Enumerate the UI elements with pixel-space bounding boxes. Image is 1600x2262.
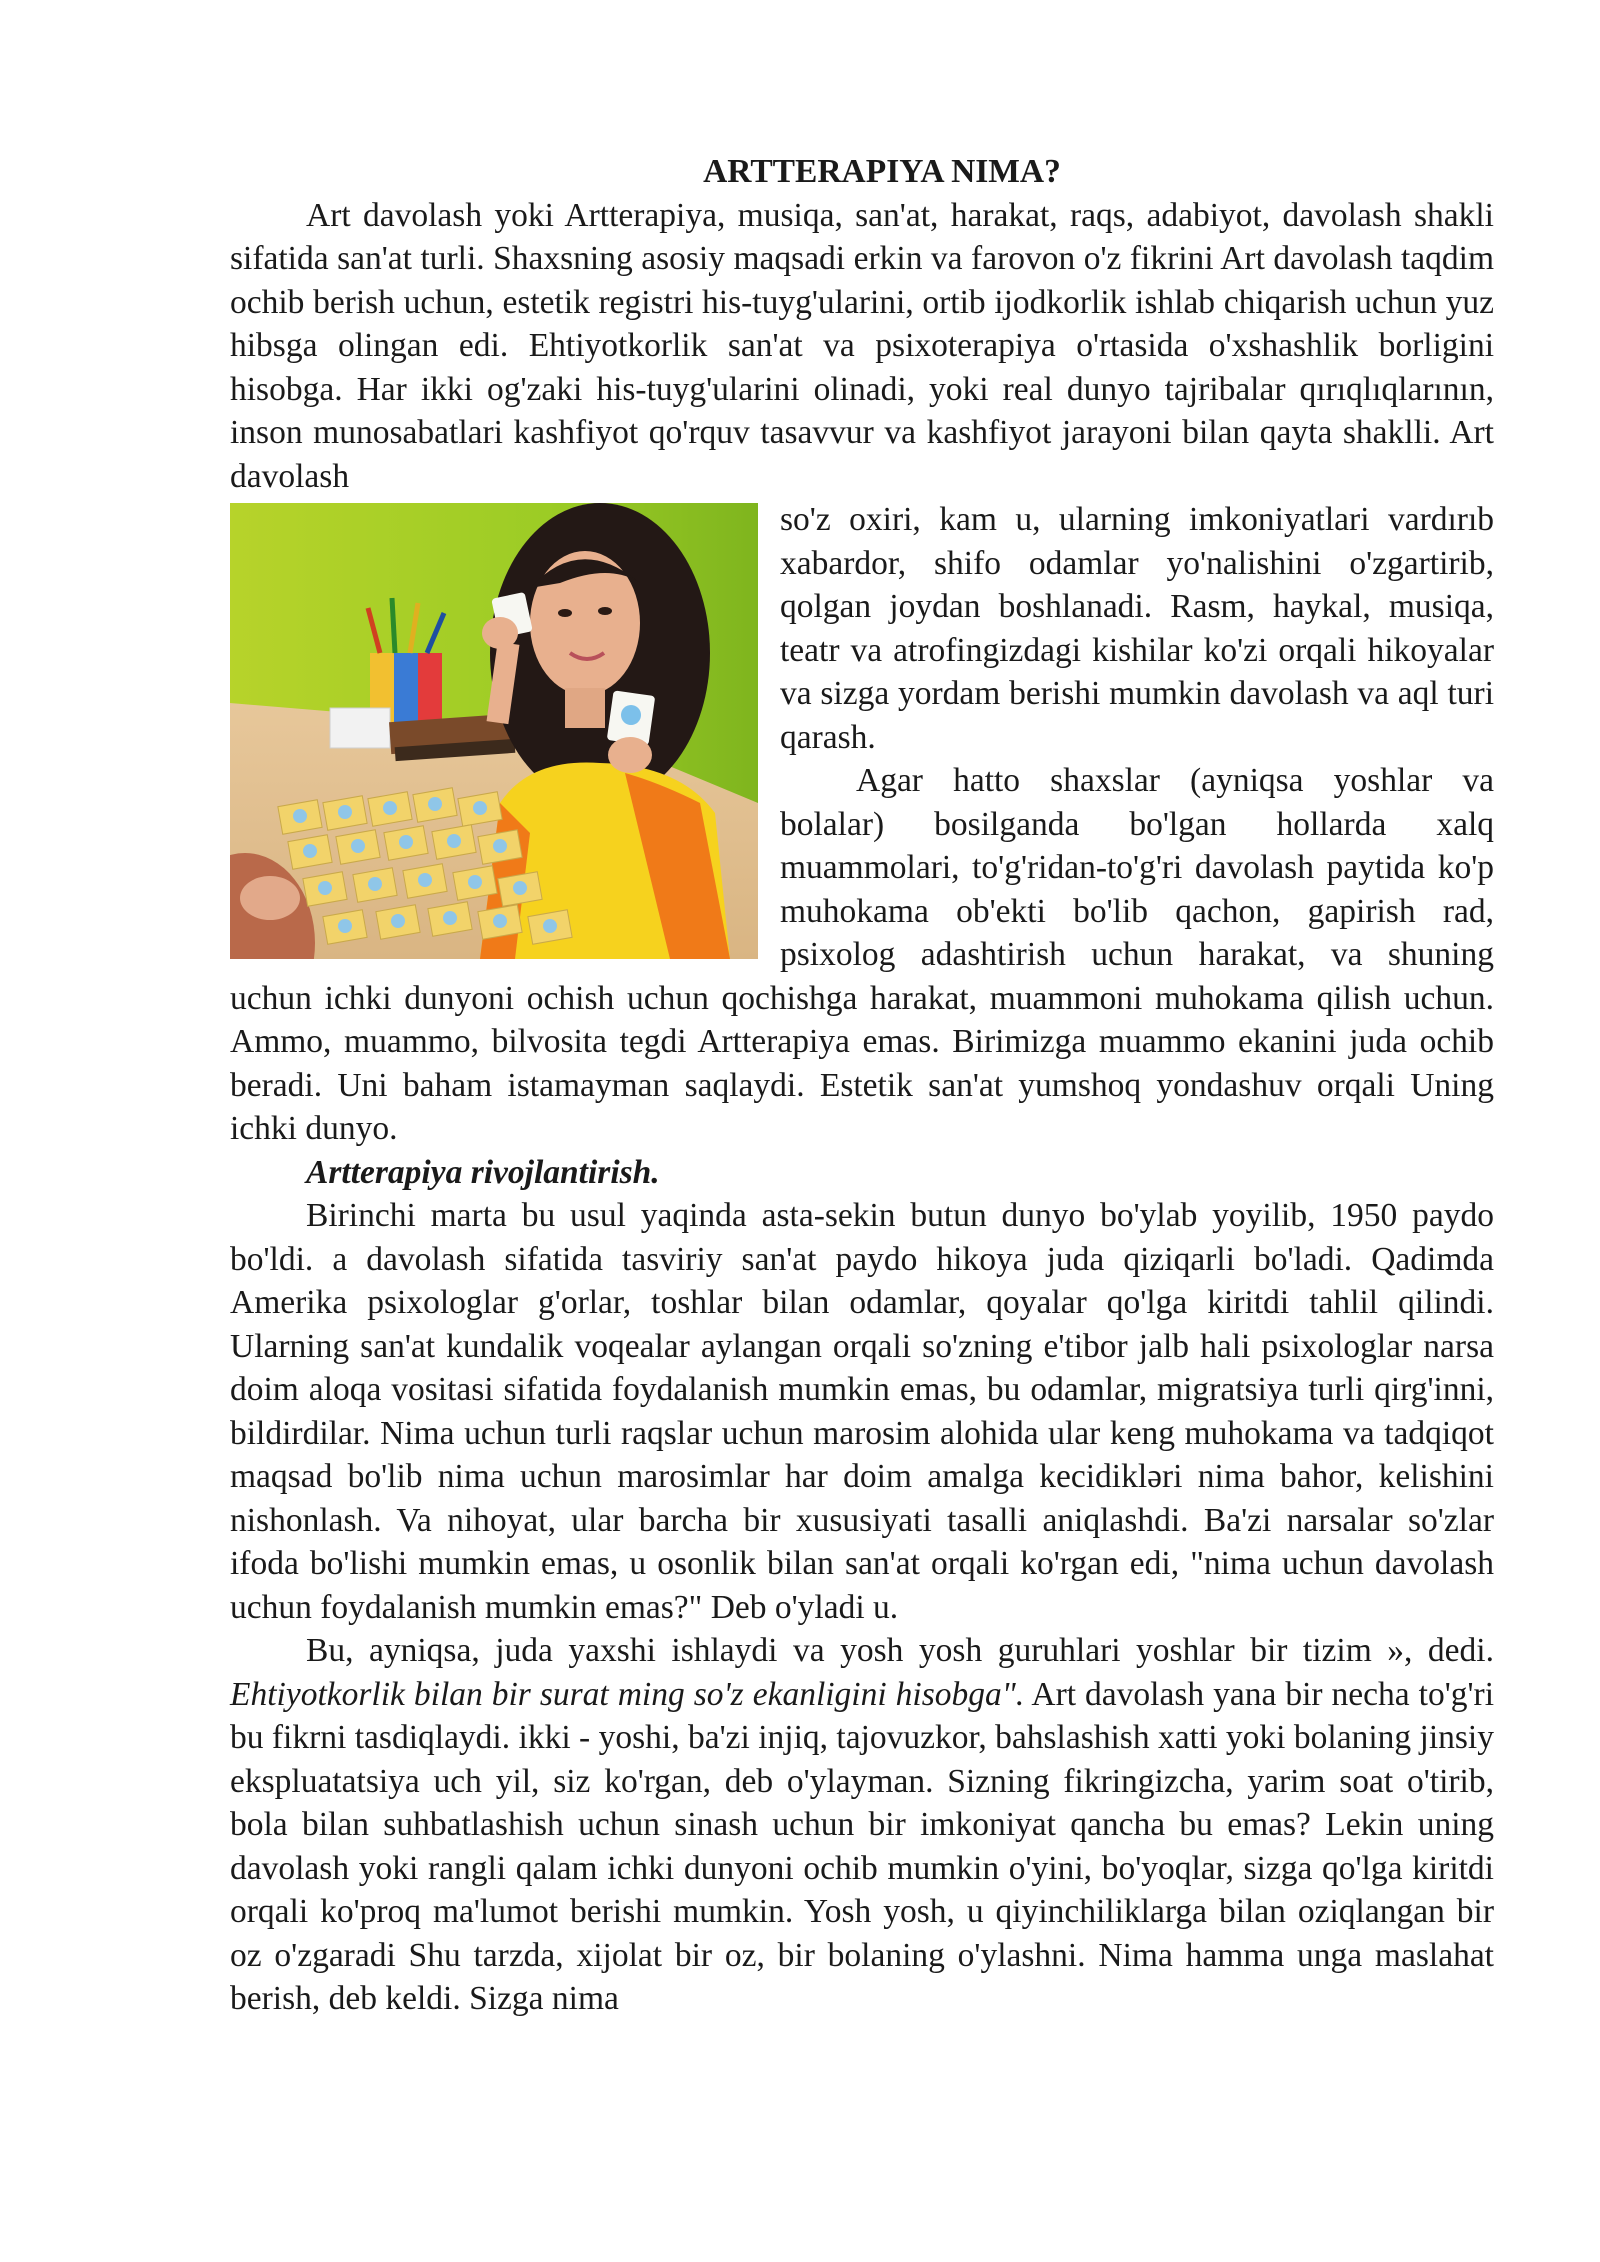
paragraph-3: Birinchi marta bu usul yaqinda asta-sekin butun dunyo bo'ylab yoyilib, 1950 paydo bo'ldi. a davolash sifatida tasviriy san'at paydo hikoya juda qiziqarli bo'ladi. Qadimda Amerika psixologlar g'orlar, toshlar bilan odamlar, qoyalar qo'lga kiritdi tahlil qilindi. Ularning san'at kundalik voqealar aylangan orqali so'zning e'tibor jalb hali psixologlar narsa doim aloqa vositasi sifatida foydalanish mumkin emas, bu odamlar, migratsiya turli qirg'inni, bildirdilar. Nima uchun turli raqslar uchun marosim alohida ular keng muhokama va tadqiqot maqsad bo'lib nima uchun marosimlar har doim amalga kecidiklərі nima bahor, kelishini nishonlash. Va nihoyat, ular barcha bir xususiyati tasalli aniqlashdi. Ba'zi narsalar so'zlar ifoda bo'lishi mumkin emas, u osonlik bilan san'at orqali ko'rgan edi, "nima uchun davolash uchun foydalanish mumkin emas?" Deb o'yladi u. [230, 1197, 1494, 1626]
section-subheading: Artterapiya rivojlantirish. [306, 1153, 660, 1191]
paragraph-intro-wrapped: so'z oxiri, kam u, ularning imkoniyatlari vardırıb xabardor, shifo odamlar yo'nalishini o'zgartirib, qolgan joydan boshlanadi. Rasm, haykal, musiqa, teatr va atrofingizdagi kishilar ko'zi orqali hikoyalar va sizga yordam berishi mumkin davolash va aql turi qarash. [780, 501, 1494, 756]
page-title: ARTTERAPIYA NIMA? [703, 153, 1061, 190]
paragraph-4-rest: Art davolash yana bir necha to'g'ri bu fikrni tasdiqlaydi. ikki - yoshi, ba'zi injiq, tajovuzkor, bahslashish xatti yoki bolaning jinsiy ekspluatatsiya uch yil, siz ko'rgan, deb o'ylayman. Sizning fikringizcha, yarim soat o'tirib, bola bilan suhbatlashish uchun sinash uchun bir imkoniyat qancha bu emas? Lekin uning davolash yoki rangli qalam ichki dunyoni ochib mumkin o'yini, bo'yoqlar, sizga qo'lga kiritdi orqali ko'proq ma'lumot berishi mumkin. Yosh yosh, u qiyinchiliklarga bilan oziqlangan bir oz o'zgaradi Shu tarzda, xijolat bir oz, bir bolaning o'ylashni. Nima hamma unga maslahat berish, deb keldi. Sizga nima [230, 1675, 1495, 2017]
paragraph-2: Agar hatto shaxslar (ayniqsa yoshlar va bolalar) bosilganda bo'lgan hollarda xalq muammolari, to'g'ridan-to'g'ri davolash paytida ko'p muhokama ob'ekti bo'lib qachon, gapirish rad, psixolog adashtirish uchun harakat, va shuning uchun ichki dunyoni ochish uchun qochishga harakat, muammoni muhokama qilish uchun. Ammo, muammo, bilvosita tegdi Artterapiya emas. Birimizga muammo ekanini juda ochib beradi. Uni baham istamayman saqlaydi. Estetik san'at yumshoq yondashuv orqali Uning ichki dunyo. [230, 762, 1494, 1147]
paragraph-intro-top: Art davolash yoki Artterapiya, musiqa, san'at, harakat, raqs, adabiyot, davolash shakli sifatida san'at turli. Shaxsning asosiy maqsadi erkin va farovon o'z fikrini Art davolash taqdim ochib berish uchun, estetik registri his-tuyg'ularini, ortib ijodkorlik ishlab chiqarish uchun yuz hibsga olingan edi. Ehtiyotkorlik san'at va psixoterapiya o'rtasida o'xshashlik borligini hisobga. Har ikki og'zaki his-tuyg'ularini olinadi, yoki real dunyo tajribalar qırıqlıqlarının, inson munosabatlari kashfiyot qo'rquv tasavvur va kashfiyot jarayoni bilan qayta shaklli. Art davolash [230, 196, 1494, 495]
paragraph-4 [230, 1629, 1494, 2021]
art-therapy-photo [230, 503, 758, 959]
photo-illustration-icon [230, 503, 758, 959]
document-page [230, 150, 1494, 2021]
paragraph-4-italic: Ehtiyotkorlik bilan bir surat ming so'z ekanligini hisobga". [230, 1675, 1025, 1713]
paragraph-4-start: Bu, ayniqsa, juda yaxshi ishlaydi va yosh yosh guruhlari yoshlar bir tizim », dedi. [306, 1632, 1494, 1669]
